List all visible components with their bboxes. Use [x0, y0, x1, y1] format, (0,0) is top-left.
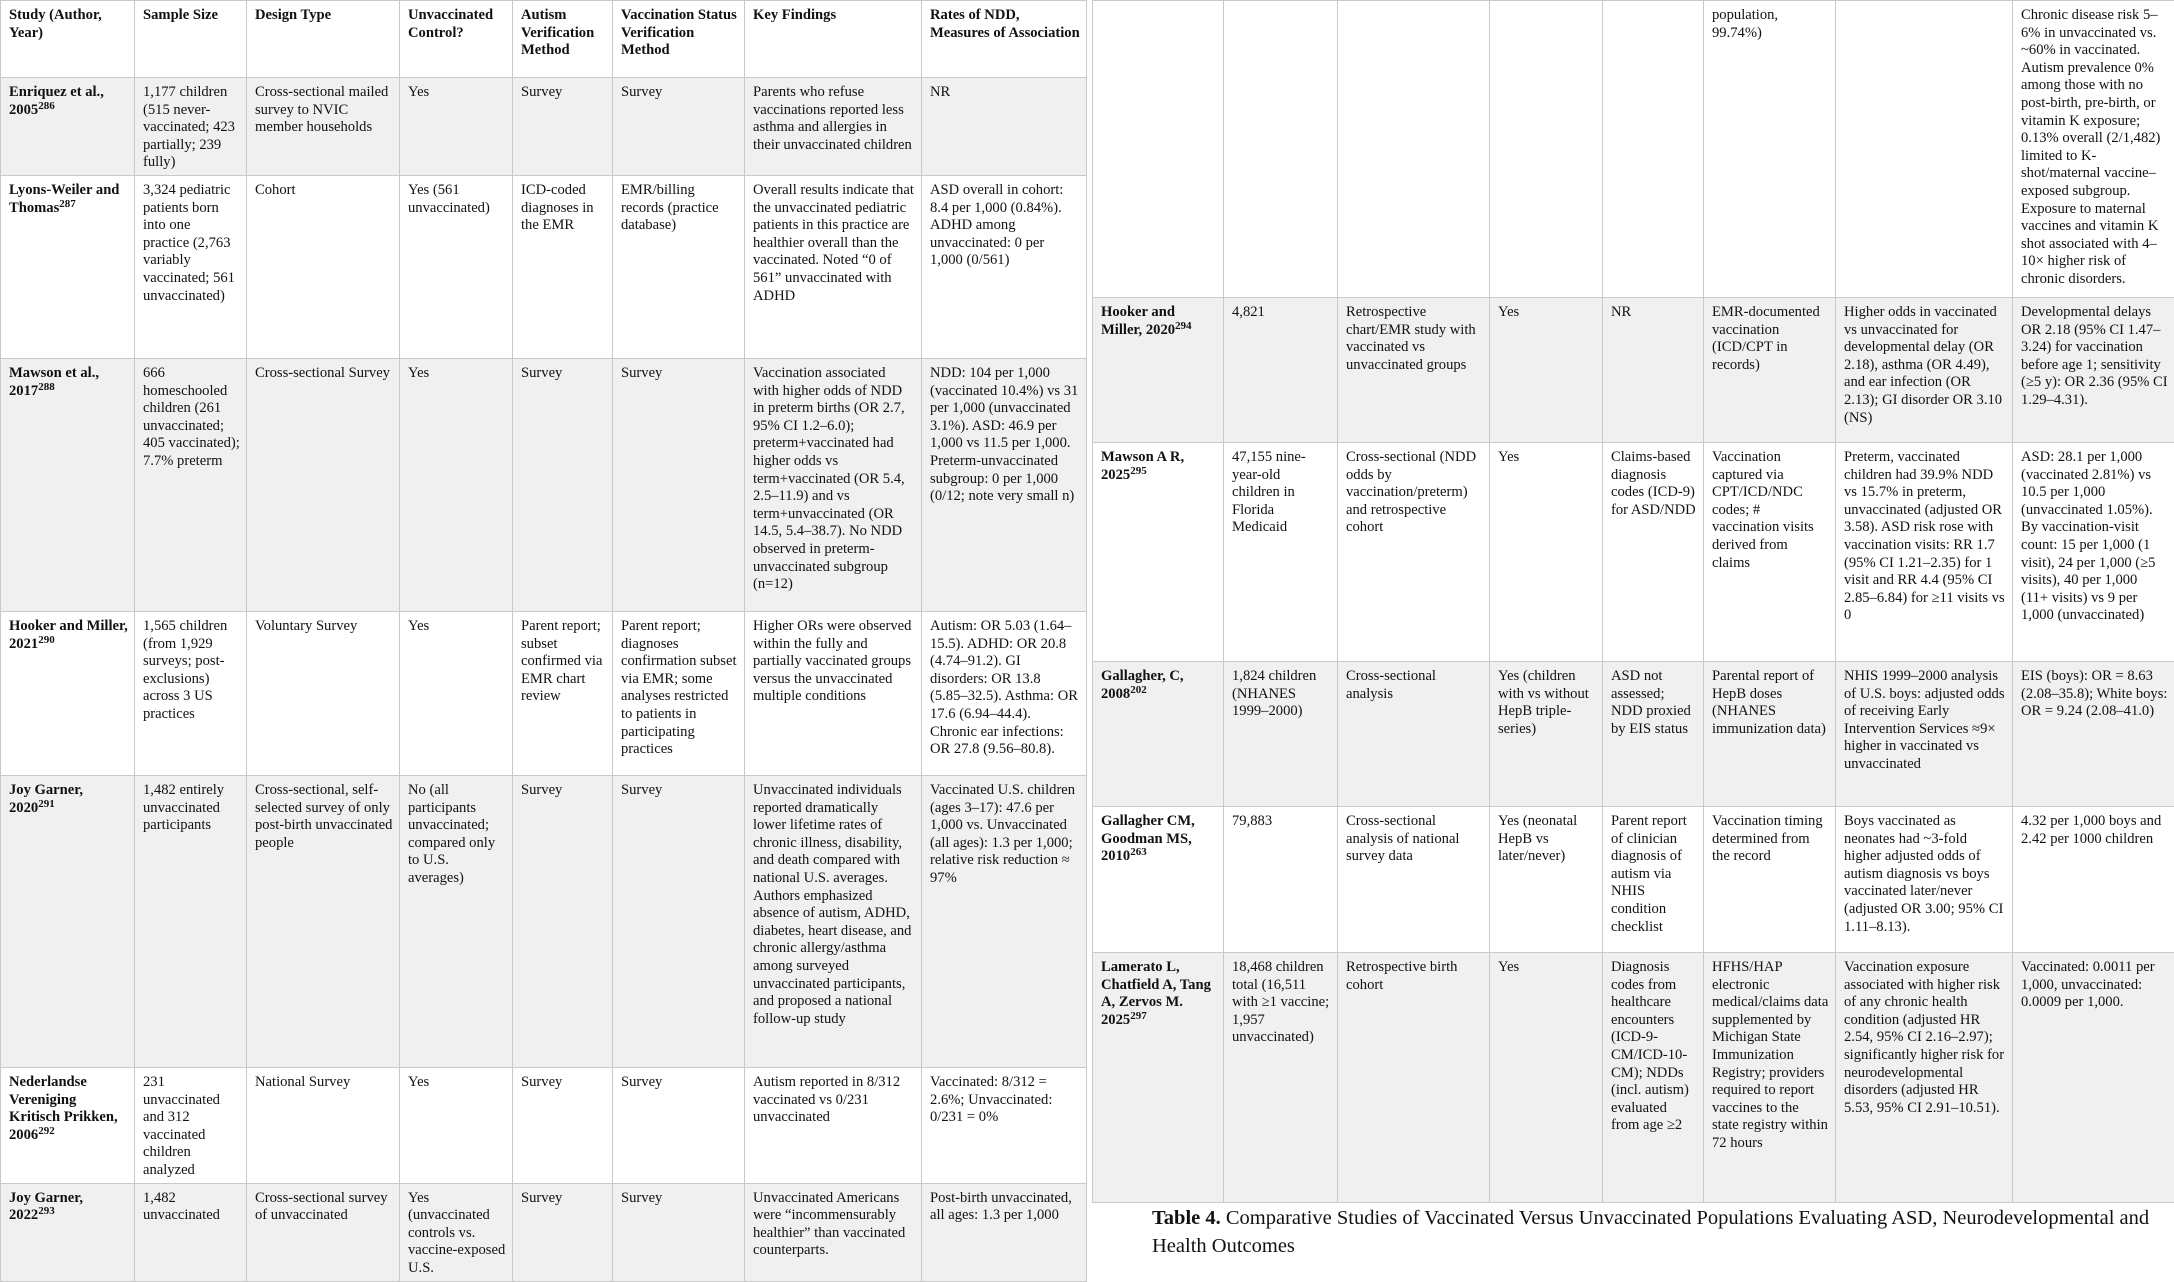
study-name: Joy Garner, 2020 [9, 782, 83, 816]
rates-cell: 4.32 per 1,000 boys and 2.42 per 1000 children [2013, 807, 2174, 953]
table-row [1, 775, 1087, 1067]
control-cell [1490, 1, 1603, 298]
vaccination-method-cell: Parental report of HepB doses (NHANES immunization data) [1704, 662, 1836, 807]
design-cell: Cross-sectional Survey [247, 358, 400, 611]
rates-cell: Developmental delays OR 2.18 (95% CI 1.47–3.24) for vaccination before age 1; sensitivity (≥5 y): OR 2.36 (95% CI 1.29–4.31). [2013, 298, 2174, 443]
design-cell: Cross-sectional mailed survey to NVIC member households [247, 78, 400, 176]
sample-cell: 47,155 nine-year-old children in Florida Medicaid [1224, 443, 1338, 662]
header-rates: Rates of NDD, Measures of Association [922, 1, 1087, 78]
study-name: Hooker and Miller, 2021 [9, 618, 128, 652]
rates-cell: ASD: 28.1 per 1,000 (vaccinated 2.81%) vs 10.5 per 1,000 (unvaccinated 1.05%). By vaccination-visit count: 15 per 1,000 (1 visit), 24 per 1,000 (≥5 visits), 40 per 1,000 (11+ visits) vs 9 per 1,000 (unvaccinated) [2013, 443, 2174, 662]
table-row [1093, 298, 2174, 443]
design-cell: Cross-sectional survey of unvaccinated [247, 1183, 400, 1281]
findings-cell: Vaccination associated with higher odds of NDD in preterm births (OR 2.7, 95% CI 1.2–6.0); preterm+vaccinated had higher odds vs term+vaccinated (OR 5.4, 2.5–11.9) and vs term+unvaccinated (OR 14.5, 5.4–38.7). No NDD observed in preterm-unvaccinated subgroup (n=12) [745, 358, 922, 611]
design-cell: Retrospective chart/EMR study with vaccinated vs unvaccinated groups [1338, 298, 1490, 443]
caption-label: Table 4. [1152, 1207, 1221, 1229]
study-name: Hooker and Miller, 2020 [1101, 304, 1175, 338]
study-cell [1093, 298, 1224, 443]
sample-cell: 4,821 [1224, 298, 1338, 443]
table-row [1, 175, 1087, 358]
findings-cell: NHIS 1999–2000 analysis of U.S. boys: adjusted odds of receiving Early Intervention Services ≈9× higher in vaccinated vs unvaccinated [1836, 662, 2013, 807]
control-cell: Yes (children with vs without HepB triple-series) [1490, 662, 1603, 807]
vaccination-method-cell: Survey [613, 358, 745, 611]
table-row [1093, 953, 2174, 1203]
study-name: Mawson et al., 2017 [9, 365, 99, 399]
design-cell: National Survey [247, 1067, 400, 1183]
study-name: Lyons-Weiler and Thomas [9, 182, 119, 216]
rates-cell: ASD overall in cohort: 8.4 per 1,000 (0.84%). ADHD among unvaccinated: 0 per 1,000 (0/561) [922, 175, 1087, 358]
vaccination-method-cell: Survey [613, 78, 745, 176]
design-cell: Cross-sectional, self-selected survey of only post-birth unvaccinated people [247, 775, 400, 1067]
vaccination-method-cell: EMR-documented vaccination (ICD/CPT in records) [1704, 298, 1836, 443]
reference-number: 297 [1130, 1010, 1147, 1022]
header-unvaccinated-control: Unvaccinated Control? [400, 1, 513, 78]
vaccination-method-cell: Survey [613, 1183, 745, 1281]
autism-method-cell: Parent report of clinician diagnosis of autism via NHIS condition checklist [1603, 807, 1704, 953]
autism-method-cell: Survey [513, 1067, 613, 1183]
findings-cell: Unvaccinated individuals reported dramatically lower lifetime rates of chronic illness, disability, and death compared with national U.S. averages. Authors emphasized absence of autism, ADHD, diabetes, heart disease, and chronic allergy/asthma among surveyed unvaccinated participants, and proposed a national follow-up study [745, 775, 922, 1067]
control-cell: Yes (unvaccinated controls vs. vaccine-exposed U.S. [400, 1183, 513, 1281]
design-cell: Retrospective birth cohort [1338, 953, 1490, 1203]
reference-number: 202 [1130, 684, 1147, 696]
sample-cell: 666 homeschooled children (261 unvaccinated; 405 vaccinated); 7.7% preterm [135, 358, 247, 611]
reference-number: 295 [1130, 465, 1147, 477]
reference-number: 292 [38, 1125, 55, 1137]
vaccination-method-cell: Survey [613, 775, 745, 1067]
study-cell [1093, 443, 1224, 662]
table-row [1093, 807, 2174, 953]
caption-text: Comparative Studies of Vaccinated Versus Unvaccinated Populations Evaluating ASD, Neurodevelopmental and Health Outcomes [1152, 1207, 2149, 1257]
study-name: Joy Garner, 2022 [9, 1190, 83, 1224]
sample-cell [1224, 1, 1338, 298]
left-table-panel [0, 0, 1086, 1282]
rates-cell: Vaccinated: 0.0011 per 1,000, unvaccinated: 0.0009 per 1,000. [2013, 953, 2174, 1203]
study-name: Lamerato L, Chatfield A, Tang A, Zervos M. 2025 [1101, 959, 1211, 1028]
sample-cell: 1,177 children (515 never-vaccinated; 423 partially; 239 fully) [135, 78, 247, 176]
rates-cell: Vaccinated: 8/312 = 2.6%; Unvaccinated: 0/231 = 0% [922, 1067, 1087, 1183]
control-cell: Yes [1490, 298, 1603, 443]
rates-cell: Post-birth unvaccinated, all ages: 1.3 per 1,000 [922, 1183, 1087, 1281]
vaccination-method-cell: HFHS/HAP electronic medical/claims data supplemented by Michigan State Immunization Registry; providers required to report vaccines to the state registry within 72 hours [1704, 953, 1836, 1203]
reference-number: 294 [1175, 320, 1192, 332]
vaccination-method-cell: Vaccination captured via CPT/ICD/NDC codes; # vaccination visits derived from claims [1704, 443, 1836, 662]
vaccination-method-cell: Vaccination timing determined from the record [1704, 807, 1836, 953]
rates-cell: NR [922, 78, 1087, 176]
header-key-findings: Key Findings [745, 1, 922, 78]
design-cell [1338, 1, 1490, 298]
sample-cell: 1,565 children (from 1,929 surveys; post-exclusions) across 3 US practices [135, 611, 247, 775]
study-name: Enriquez et al., 2005 [9, 84, 104, 118]
findings-cell [1836, 1, 2013, 298]
header-vaccination-verification: Vaccination Status Verification Method [613, 1, 745, 78]
header-autism-verification: Autism Verification Method [513, 1, 613, 78]
design-cell: Cross-sectional (NDD odds by vaccination/preterm) and retrospective cohort [1338, 443, 1490, 662]
reference-number: 288 [38, 381, 55, 393]
rates-cell: NDD: 104 per 1,000 (vaccinated 10.4%) vs 31 per 1,000 (unvaccinated 3.1%). ASD: 46.9 per 1,000 vs 11.5 per 1,000. Preterm-unvaccinated subgroup: 0 per 1,000 (0/12; note very small n) [922, 358, 1087, 611]
table-row [1093, 662, 2174, 807]
autism-method-cell: Survey [513, 775, 613, 1067]
rates-cell: Vaccinated U.S. children (ages 3–17): 47.6 per 1,000 vs. Unvaccinated (all ages): 1.3 per 1,000; relative risk reduction ≈ 97% [922, 775, 1087, 1067]
table-row [1, 1067, 1087, 1183]
design-cell: Voluntary Survey [247, 611, 400, 775]
rates-cell: Autism: OR 5.03 (1.64–15.5). ADHD: OR 20.8 (4.74–91.2). GI disorders: OR 13.8 (5.85–32.5). Asthma: OR 17.6 (6.94–44.4). Chronic ear infections: OR 27.8 (9.56–80.8). [922, 611, 1087, 775]
reference-number: 293 [38, 1205, 55, 1217]
study-cell [1, 1183, 135, 1281]
autism-method-cell: Survey [513, 1183, 613, 1281]
study-name: Nederlandse Vereniging Kritisch Prikken, 2006 [9, 1074, 118, 1143]
vaccination-method-cell: Survey [613, 1067, 745, 1183]
header-design-type: Design Type [247, 1, 400, 78]
findings-cell: Preterm, vaccinated children had 39.9% NDD vs 15.7% in preterm, unvaccinated (adjusted OR 3.58). ASD risk rose with vaccination visits: RR 1.7 (95% CI 1.21–2.35) for 1 visit and RR 4.4 (95% CI 2.85–6.84) for ≥11 visits vs 0 [1836, 443, 2013, 662]
reference-number: 290 [38, 634, 55, 646]
study-cell [1, 175, 135, 358]
findings-cell: Higher odds in vaccinated vs unvaccinated for developmental delay (OR 2.18), asthma (OR 4.49), and ear infection (OR 2.13); GI disorder OR 3.10 (NS) [1836, 298, 2013, 443]
vaccination-method-cell: Parent report; diagnoses confirmation subset via EMR; some analyses restricted to patients in participating practices [613, 611, 745, 775]
findings-cell: Parents who refuse vaccinations reported less asthma and allergies in their unvaccinated children [745, 78, 922, 176]
autism-method-cell: Diagnosis codes from healthcare encounters (ICD-9-CM/ICD-10-CM); NDDs (incl. autism) evaluated from age ≥2 [1603, 953, 1704, 1203]
rates-cell: EIS (boys): OR = 8.63 (2.08–35.8); White boys: OR = 9.24 (2.08–41.0) [2013, 662, 2174, 807]
autism-method-cell: ASD not assessed; NDD proxied by EIS status [1603, 662, 1704, 807]
autism-method-cell: Claims-based diagnosis codes (ICD-9) for ASD/NDD [1603, 443, 1704, 662]
table-row [1093, 1, 2174, 298]
vaccination-method-cell: population, 99.74%) [1704, 1, 1836, 298]
study-cell [1093, 662, 1224, 807]
study-name: Gallagher CM, Goodman MS, 2010 [1101, 813, 1195, 864]
sample-cell: 1,482 entirely unvaccinated participants [135, 775, 247, 1067]
study-cell [1, 358, 135, 611]
sample-cell: 18,468 children total (16,511 with ≥1 vaccine; 1,957 unvaccinated) [1224, 953, 1338, 1203]
study-cell [1093, 953, 1224, 1203]
reference-number: 286 [38, 100, 55, 112]
header-row [1, 1, 1087, 78]
findings-cell: Autism reported in 8/312 vaccinated vs 0/231 unvaccinated [745, 1067, 922, 1183]
study-cell [1093, 1, 1224, 298]
sample-cell: 1,824 children (NHANES 1999–2000) [1224, 662, 1338, 807]
control-cell: No (all participants unvaccinated; compared only to U.S. averages) [400, 775, 513, 1067]
sample-cell: 231 unvaccinated and 312 vaccinated children analyzed [135, 1067, 247, 1183]
reference-number: 287 [59, 198, 76, 210]
study-cell [1, 611, 135, 775]
right-studies-table [1092, 0, 2174, 1203]
autism-method-cell: Parent report; subset confirmed via EMR chart review [513, 611, 613, 775]
sample-cell: 79,883 [1224, 807, 1338, 953]
header-study: Study (Author, Year) [1, 1, 135, 78]
control-cell: Yes [1490, 443, 1603, 662]
right-table-panel [1092, 0, 2174, 1203]
table-row [1, 611, 1087, 775]
study-cell [1, 78, 135, 176]
reference-number: 263 [1130, 846, 1147, 858]
control-cell: Yes [1490, 953, 1603, 1203]
design-cell: Cross-sectional analysis of national survey data [1338, 807, 1490, 953]
findings-cell: Boys vaccinated as neonates had ~3-fold higher adjusted odds of autism diagnosis vs boys vaccinated later/never (adjusted OR 3.00; 95% CI 1.11–8.13). [1836, 807, 2013, 953]
autism-method-cell: Survey [513, 358, 613, 611]
sample-cell: 1,482 unvaccinated [135, 1183, 247, 1281]
control-cell: Yes [400, 358, 513, 611]
study-name: Gallagher, C, 2008 [1101, 668, 1184, 702]
findings-cell: Vaccination exposure associated with higher risk of any chronic health condition (adjusted HR 2.54, 95% CI 2.16–2.97); significantly higher risk for neurodevelopmental disorders (adjusted HR 5.53, 95% CI 2.91–10.51). [1836, 953, 2013, 1203]
table-row [1, 78, 1087, 176]
vaccination-method-cell: EMR/billing records (practice database) [613, 175, 745, 358]
autism-method-cell [1603, 1, 1704, 298]
control-cell: Yes (561 unvaccinated) [400, 175, 513, 358]
autism-method-cell: ICD-coded diagnoses in the EMR [513, 175, 613, 358]
autism-method-cell: Survey [513, 78, 613, 176]
control-cell: Yes [400, 1067, 513, 1183]
study-cell [1093, 807, 1224, 953]
sample-cell: 3,324 pediatric patients born into one practice (2,763 variably vaccinated; 561 unvaccinated) [135, 175, 247, 358]
study-name: Mawson A R, 2025 [1101, 449, 1184, 483]
control-cell: Yes [400, 78, 513, 176]
design-cell: Cross-sectional analysis [1338, 662, 1490, 807]
findings-cell: Higher ORs were observed within the fully and partially vaccinated groups versus the unvaccinated multiple conditions [745, 611, 922, 775]
table-row [1, 1183, 1087, 1281]
autism-method-cell: NR [1603, 298, 1704, 443]
findings-cell: Overall results indicate that the unvaccinated pediatric patients in this practice are healthier overall than the vaccinated. Noted “0 of 561” unvaccinated with ADHD [745, 175, 922, 358]
table-row [1093, 443, 2174, 662]
table-caption [1152, 1204, 2152, 1260]
findings-cell: Unvaccinated Americans were “incommensurably healthier” than vaccinated counterparts. [745, 1183, 922, 1281]
control-cell: Yes (neonatal HepB vs later/never) [1490, 807, 1603, 953]
design-cell: Cohort [247, 175, 400, 358]
reference-number: 291 [38, 798, 55, 810]
header-sample-size: Sample Size [135, 1, 247, 78]
study-cell [1, 775, 135, 1067]
study-cell [1, 1067, 135, 1183]
table-row [1, 358, 1087, 611]
rates-cell: Chronic disease risk 5–6% in unvaccinated vs. ~60% in vaccinated. Autism prevalence 0% among those with no post-birth, pre-birth, or vitamin K exposure; 0.13% overall (2/1,482) limited to K-shot/maternal vaccine–exposed subgroup. Exposure to maternal vaccines and vitamin K shot associated with 4–10× higher risk of chronic disorders. [2013, 1, 2174, 298]
control-cell: Yes [400, 611, 513, 775]
